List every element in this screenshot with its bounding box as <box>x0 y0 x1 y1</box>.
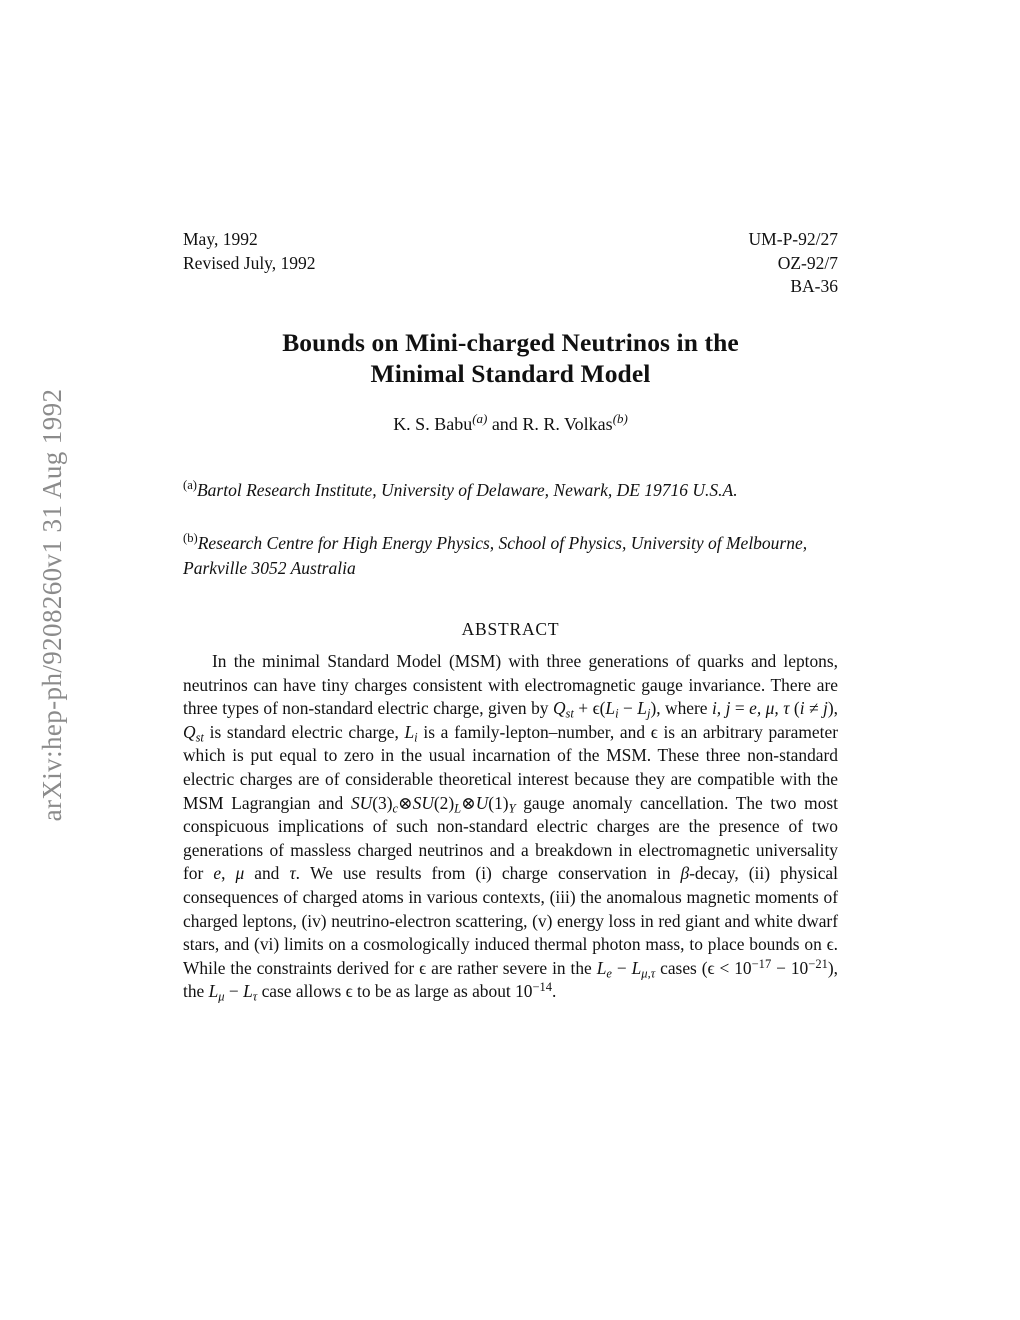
math-su3-paren: (3) <box>372 792 393 813</box>
abstract-seg: = <box>730 698 750 719</box>
math-l-i-sub: i <box>615 706 619 721</box>
math-e: e <box>213 863 222 884</box>
math-exponent-21: −21 <box>808 956 828 971</box>
date-primary: May, 1992 <box>183 229 258 249</box>
affiliation-text-b: Research Centre for High Energy Physics, School of Physics, University of Melbourne, Parkville 3052 Australia <box>183 533 808 578</box>
math-indices-ij: i, j <box>711 698 731 719</box>
author-affil-marker-b: (b) <box>612 411 628 426</box>
abstract-seg: and <box>244 863 290 884</box>
math-l-mu: L <box>208 981 219 1002</box>
math-su2-paren: (2) <box>433 792 455 813</box>
abstract-seg: In the minimal Standard Model (MSM) with three generations of quarks and leptons, neutrinos can have tiny charges consistent with electromagnetic gauge invariance. There are three types of non-standard electric charge, given by <box>183 651 838 719</box>
math-l-i: L <box>605 698 616 719</box>
math-su3: SU <box>350 792 373 813</box>
math-flavors: e, μ, τ <box>749 698 790 719</box>
author-name-1: K. S. Babu <box>393 414 473 434</box>
affiliation-a <box>183 478 855 503</box>
abstract-paragraph <box>183 650 838 1004</box>
abstract-seg: − <box>618 698 638 719</box>
abstract-seg: ≠ <box>804 698 823 719</box>
report-row <box>183 252 838 276</box>
report-number-ba: BA-36 <box>790 276 838 296</box>
math-l-tau: L <box>243 981 253 1002</box>
math-l-e: L <box>596 957 607 978</box>
math-beta: β <box>680 863 690 884</box>
abstract-seg: case allows ϵ to be as large as about 10 <box>257 981 533 1002</box>
title-line-1: Bounds on Mini-charged Neutrinos in the <box>282 328 739 357</box>
math-l-mu-tau: L <box>631 957 642 978</box>
math-u1-paren: (1) <box>488 792 509 813</box>
math-l-e-sub: e <box>606 966 612 981</box>
math-tau: τ <box>289 863 296 884</box>
math-u1: U <box>475 792 489 813</box>
abstract-seg: gauge anomaly cancellation. The two most conspicuous implications of such non-standard electric charges are the presence of two generations of massless charged neutrinos and a breakdown in electromagnetic universality for <box>183 792 838 884</box>
math-u1-sub: Y <box>508 801 516 816</box>
report-row <box>183 228 838 252</box>
author-name-2: R. R. Volkas <box>522 414 613 434</box>
page-title <box>183 327 838 389</box>
report-row <box>183 275 838 299</box>
abstract-seg: − <box>224 981 244 1002</box>
math-l-mu-sub: μ <box>218 989 225 1004</box>
math-otimes-2: ⊗ <box>461 792 476 813</box>
report-number-header <box>183 228 838 299</box>
affiliation-marker-a: (a) <box>183 478 197 493</box>
math-exponent-14: −14 <box>532 980 553 995</box>
math-l-i-2: L <box>404 721 415 742</box>
math-su2-sub: L <box>454 801 462 816</box>
abstract-seg: , <box>221 863 236 884</box>
math-q-st: Q <box>552 698 566 719</box>
abstract-seg: . <box>552 981 557 1002</box>
abstract-seg: + ϵ( <box>573 698 606 719</box>
math-l-mu-tau-sub: μ,τ <box>641 966 656 981</box>
title-line-2: Minimal Standard Model <box>370 359 651 388</box>
math-l-j-sub: j <box>646 706 651 721</box>
math-l-j: L <box>637 698 647 719</box>
author-affil-marker-a: (a) <box>472 411 488 426</box>
abstract-seg: ( <box>789 698 800 719</box>
report-number-um-p: UM-P-92/27 <box>748 229 838 249</box>
abstract-seg: . We use results from (i) charge conservation in <box>295 863 681 884</box>
author-list <box>183 411 838 435</box>
abstract-seg: is standard electric charge, <box>203 721 405 742</box>
abstract-seg: ), where <box>650 698 712 719</box>
arxiv-stamp: arXiv:hep-ph/9208260v1 31 Aug 1992 <box>36 388 67 822</box>
abstract-seg: − 10 <box>771 957 809 978</box>
math-index-i: i <box>799 698 805 719</box>
math-q-st-2-sub: st <box>195 730 204 745</box>
math-q-st-2: Q <box>183 721 196 742</box>
date-revised: Revised July, 1992 <box>183 252 316 273</box>
abstract-seg: is a family-lepton–number, and ϵ is an arbitrary parameter which is put equal to zero in the usual incarnation of the MSM. These three non-standard electric charges are of considerable theoretical interest because they are compatible with the MSM Lagrangian and <box>183 721 838 813</box>
math-otimes-1: ⊗ <box>398 792 413 813</box>
math-q-st-sub: st <box>565 706 574 721</box>
math-l-tau-sub: τ <box>252 989 258 1004</box>
author-conjunction: and <box>487 414 523 434</box>
abstract-seg: ), <box>827 698 838 719</box>
abstract-seg: ), the <box>183 957 838 1002</box>
affiliation-text-a: Bartol Research Institute, University of Delaware, Newark, DE 19716 U.S.A. <box>196 480 738 500</box>
abstract-seg: -decay, (ii) physical consequences of charged atoms in various contexts, (iii) the anomalous magnetic moments of charged leptons, (iv) neutrino-electron scattering, (v) energy loss in red giant and white dwarf stars, and (vi) limits on a cosmologically induced thermal photon mass, to place bounds on ϵ. While the constraints derived for ϵ are rather severe in the <box>183 863 838 978</box>
abstract-seg: cases (ϵ < 10 <box>655 957 752 978</box>
math-su2: SU <box>412 792 434 813</box>
report-number-oz: OZ-92/7 <box>777 252 838 273</box>
math-index-j: j <box>822 698 828 719</box>
affiliation-b <box>183 531 855 581</box>
math-mu: μ <box>235 863 245 884</box>
abstract-seg: − <box>611 957 632 978</box>
math-su3-sub: c <box>392 801 399 816</box>
affiliation-marker-b: (b) <box>183 531 198 546</box>
math-exponent-17: −17 <box>751 956 772 971</box>
abstract-heading: ABSTRACT <box>461 619 560 639</box>
abstract-body <box>183 650 838 1004</box>
math-l-i-2-sub: i <box>414 730 418 745</box>
